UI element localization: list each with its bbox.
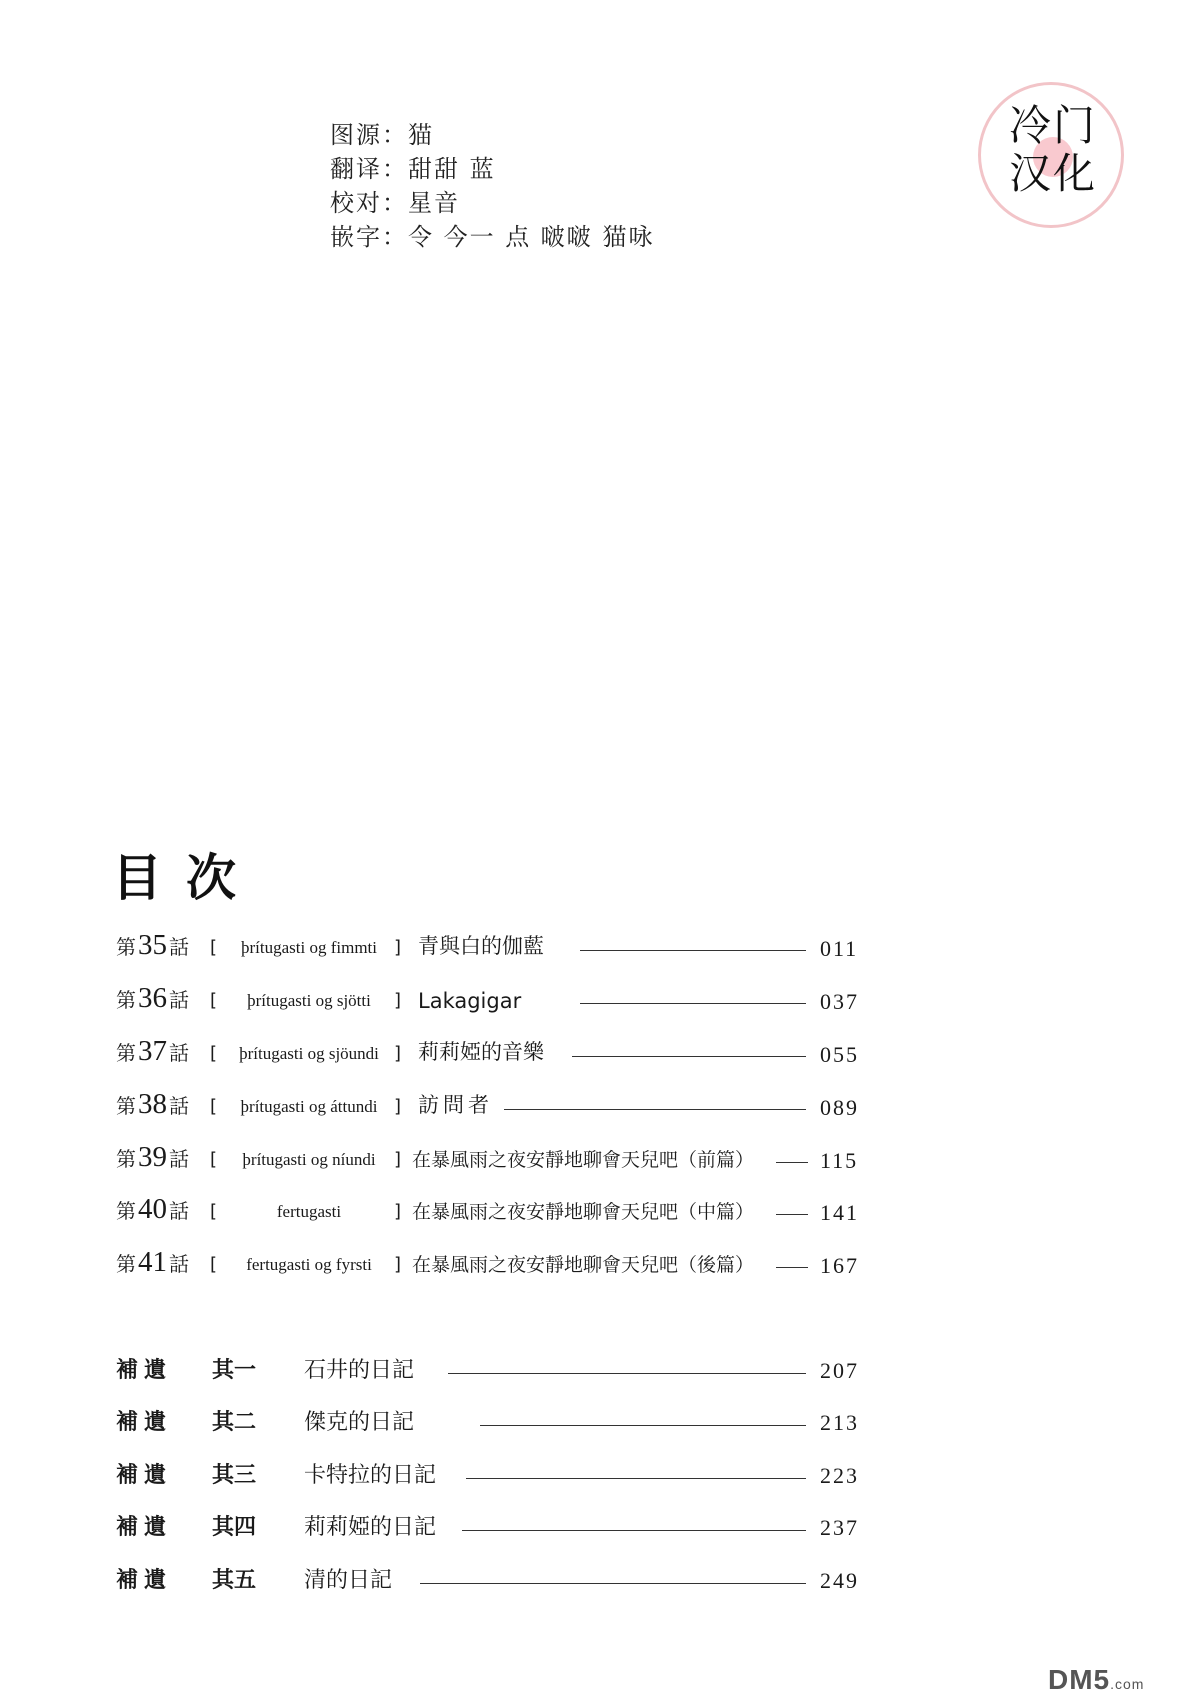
credit-source: 图源：猫 <box>330 121 434 149</box>
chapter-title: 在暴風雨之夜安靜地聊會天兒吧（前篇） <box>412 1149 755 1171</box>
leader-line <box>776 1162 808 1163</box>
extra-label: 補遺 <box>116 1463 173 1488</box>
chapter-number: 第35 話 <box>116 929 189 961</box>
extra-page: 213 <box>820 1410 859 1435</box>
toc-chapter-41: 第41 話 [ fertugasti og fyrsti ] 在暴風雨之夜安靜地聊會天兒吧（後篇） 167 <box>116 1246 859 1278</box>
stamp-line-1: 冷门 <box>1009 101 1098 150</box>
extra-part: 其五 <box>212 1568 257 1593</box>
chapter-icelandic: þrítugasti og sjötti <box>247 991 371 1010</box>
extra-label: 補遺 <box>116 1358 173 1383</box>
site-watermark: DM5.com <box>1048 1664 1145 1695</box>
leader-line <box>572 1056 806 1057</box>
toc-extra-4 <box>116 1507 876 1547</box>
toc-chapter-40: 第40 話 [ fertugasti ] 在暴風雨之夜安靜地聊會天兒吧（中篇） 141 <box>116 1193 859 1225</box>
chapter-icelandic: þrítugasti og níundi <box>242 1150 376 1169</box>
leader-line <box>420 1583 806 1584</box>
leader-line <box>480 1425 806 1426</box>
leader-line <box>504 1109 806 1110</box>
chapter-title: 在暴風雨之夜安靜地聊會天兒吧（後篇） <box>412 1254 755 1276</box>
leader-line <box>462 1530 806 1531</box>
credits-block <box>330 118 655 254</box>
leader-line <box>776 1267 808 1268</box>
chapter-page: 011 <box>820 936 859 961</box>
extra-label: 補遺 <box>116 1568 173 1593</box>
chapter-title: 青與白的伽藍 <box>418 934 544 958</box>
chapter-number: 第39 話 <box>116 1141 189 1173</box>
extra-label: 補遺 <box>116 1410 173 1435</box>
extra-title: 卡特拉的日記 <box>304 1463 437 1488</box>
toc-chapter-36: 第36 話 [ þrítugasti og sjötti ] Lakagigar 037 <box>116 982 859 1014</box>
extra-title: 傑克的日記 <box>304 1410 415 1435</box>
extra-part: 其一 <box>212 1358 257 1383</box>
chapter-title: 莉莉婭的音樂 <box>418 1040 544 1064</box>
toc-chapter-35: 第35 話 [ þrítugasti og fimmti ] 青與白的伽藍 011 <box>116 929 859 961</box>
chapter-page: 167 <box>820 1253 859 1278</box>
toc-extra-5 <box>116 1560 876 1600</box>
extra-label: 補遺 <box>116 1515 173 1540</box>
toc-extra-1 <box>116 1350 876 1390</box>
chapter-number: 第37 話 <box>116 1035 189 1067</box>
chapter-page: 115 <box>820 1148 859 1173</box>
chapter-icelandic: þrítugasti og sjöundi <box>239 1044 379 1063</box>
extra-page: 207 <box>820 1358 859 1383</box>
chapter-page: 089 <box>820 1095 859 1120</box>
chapter-icelandic: fertugasti <box>276 1202 342 1221</box>
extra-part: 其四 <box>212 1515 257 1540</box>
toc-chapter-38: 第38 話 [ þrítugasti og áttundi ] 訪問者 089 <box>116 1088 859 1120</box>
chapter-number: 第36 話 <box>116 982 189 1014</box>
toc-chapter-39: 第39 話 [ þrítugasti og níundi ] 在暴風雨之夜安靜地聊會天兒吧（前篇） 115 <box>116 1141 859 1173</box>
leader-line <box>580 1003 806 1004</box>
leader-line <box>448 1373 806 1374</box>
extra-part: 其三 <box>212 1463 257 1488</box>
group-logo-stamp <box>978 82 1124 228</box>
toc-extra-3 <box>116 1455 876 1495</box>
chapter-title: Lakagigar <box>418 989 522 1013</box>
leader-line <box>776 1214 808 1215</box>
credit-typeset: 嵌字：令 今一 点 啵啵 猫咏 <box>330 223 655 251</box>
chapter-number: 第40 話 <box>116 1193 189 1225</box>
chapter-title: 訪問者 <box>418 1093 493 1117</box>
extra-title: 莉莉婭的日記 <box>304 1515 437 1540</box>
chapter-page: 141 <box>820 1200 859 1225</box>
extra-page: 223 <box>820 1463 859 1488</box>
credit-proofread: 校对：星音 <box>330 189 460 217</box>
chapter-number: 第38 話 <box>116 1088 189 1120</box>
toc-chapter-37: 第37 話 [ þrítugasti og sjöundi ] 莉莉婭的音樂 055 <box>116 1035 859 1067</box>
chapter-page: 055 <box>820 1042 859 1067</box>
chapter-page: 037 <box>820 989 859 1014</box>
extra-part: 其二 <box>212 1410 257 1435</box>
leader-line <box>580 950 806 951</box>
chapter-icelandic: þrítugasti og áttundi <box>240 1097 378 1116</box>
toc-title: 目次 <box>112 849 260 907</box>
extra-page: 237 <box>820 1515 859 1540</box>
chapter-number: 第41 話 <box>116 1246 189 1278</box>
extra-title: 清的日記 <box>304 1568 393 1593</box>
leader-line <box>466 1478 806 1479</box>
chapter-icelandic: þrítugasti og fimmti <box>241 938 377 957</box>
chapter-icelandic: fertugasti og fyrsti <box>246 1255 372 1274</box>
toc-extra-2 <box>116 1402 876 1442</box>
extra-page: 249 <box>820 1568 859 1593</box>
stamp-line-2: 汉化 <box>1009 149 1098 198</box>
chapter-title: 在暴風雨之夜安靜地聊會天兒吧（中篇） <box>412 1201 755 1223</box>
extra-title: 石井的日記 <box>304 1358 415 1383</box>
credit-translation: 翻译：甜甜 蓝 <box>330 155 496 183</box>
